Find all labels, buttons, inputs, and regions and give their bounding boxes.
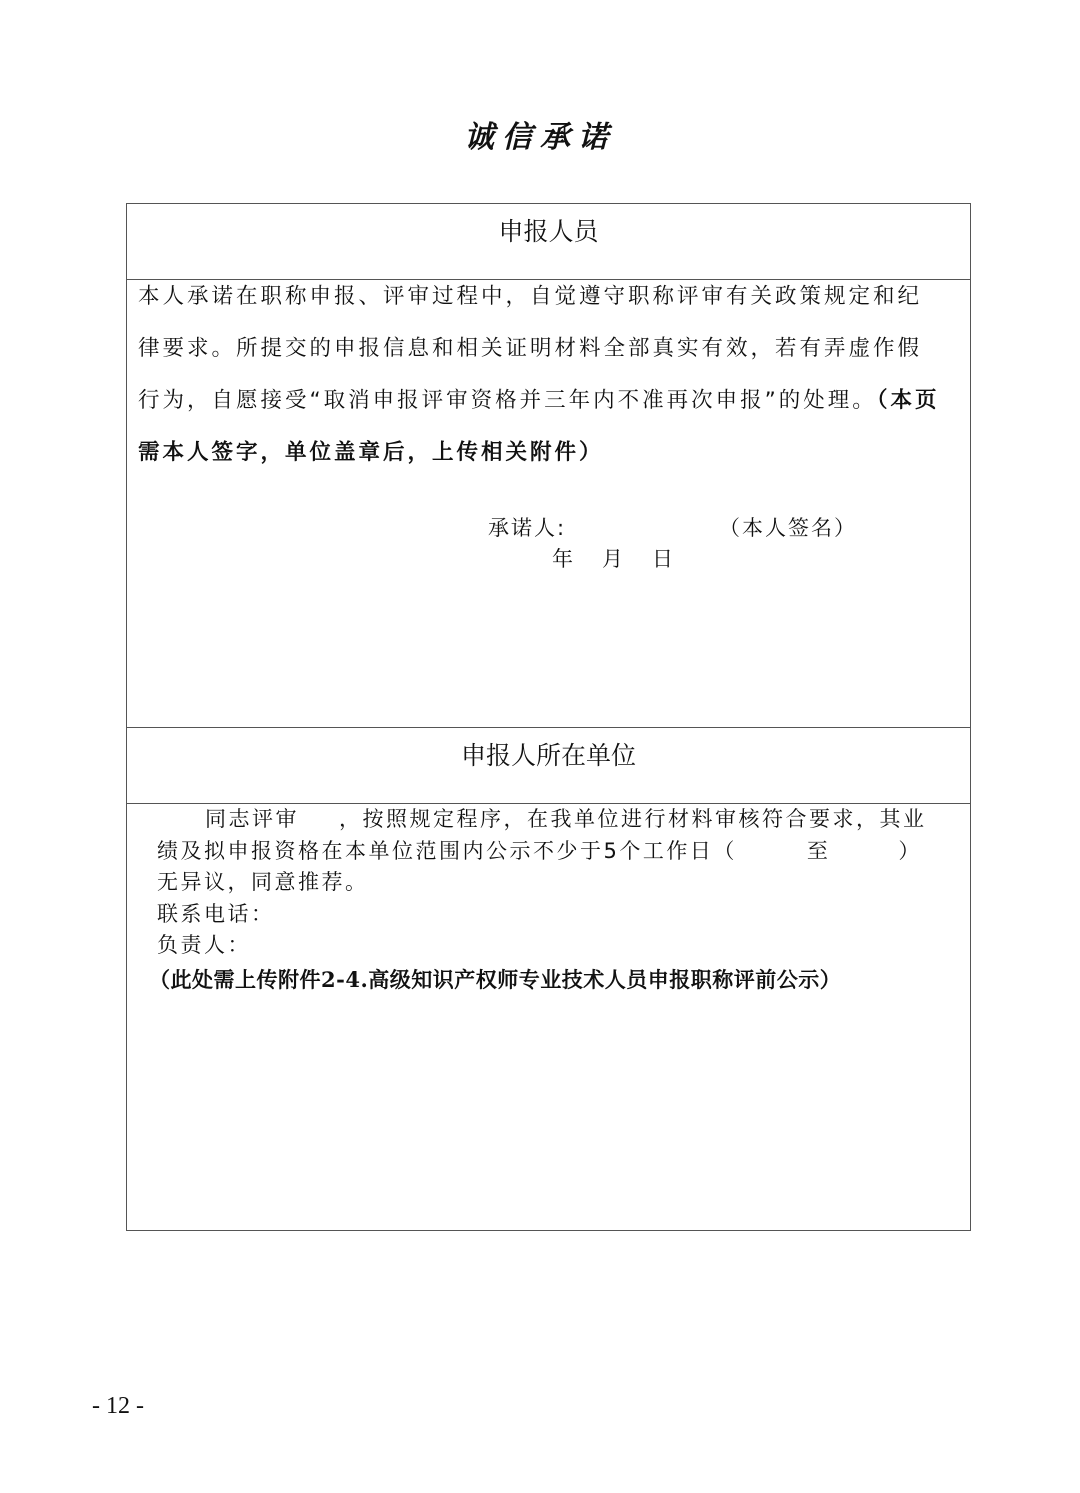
promise-note: （本页需本人签字，单位盖章后，上传相关附件） [138, 388, 940, 465]
signer-label: 承诺人: [488, 516, 567, 540]
page-title: 诚信承诺 [464, 120, 616, 155]
unit-line1-start: 同志评审 [205, 807, 299, 831]
unit-paragraph [127, 804, 970, 995]
integrity-form-table [126, 203, 971, 1231]
unit-line2-end: ） [898, 838, 922, 863]
date-year: 年 [552, 547, 575, 571]
upload-note: （此处需上传附件2-4.高级知识产权师专业技术人员申报职称评前公示） [149, 966, 842, 992]
unit-line2-mid: 至 [806, 838, 831, 863]
unit-line-1 [157, 804, 950, 836]
unit-line-3: 无异议，同意推荐。 [157, 870, 369, 894]
phone-label: 联系电话： [157, 901, 275, 926]
unit-header: 申报人所在单位 [127, 727, 970, 803]
date-day: 日 [652, 547, 675, 571]
unit-line-2 [157, 836, 950, 868]
page-number: - 12 - [92, 1393, 144, 1419]
promise-text: 本人承诺在职称申报、评审过程中，自觉遵守职称评审有关政策规定和纪律要求。所提交的申报信息和相关证明材料全部真实有效，若有弄虚作假行为，自愿接受“取消申报评审资格并三年内不准再次申报”的处理。 [138, 284, 923, 413]
applicant-promise-cell [127, 279, 970, 727]
leader-label: 负责人： [157, 933, 251, 957]
date-month: 月 [602, 547, 625, 571]
signer-line [488, 512, 566, 542]
applicant-header: 申报人员 [498, 217, 599, 246]
promise-paragraph [127, 271, 970, 479]
unit-content-cell [127, 803, 970, 1231]
signature-hint: （本人签名） [719, 516, 857, 540]
unit-line1-end: ，按照规定程序，在我单位进行材料审核符合要求，其业 [339, 807, 927, 831]
unit-line2-start: 绩及拟申报资格在本单位范围内公示不少于5个工作日（ [157, 838, 737, 863]
